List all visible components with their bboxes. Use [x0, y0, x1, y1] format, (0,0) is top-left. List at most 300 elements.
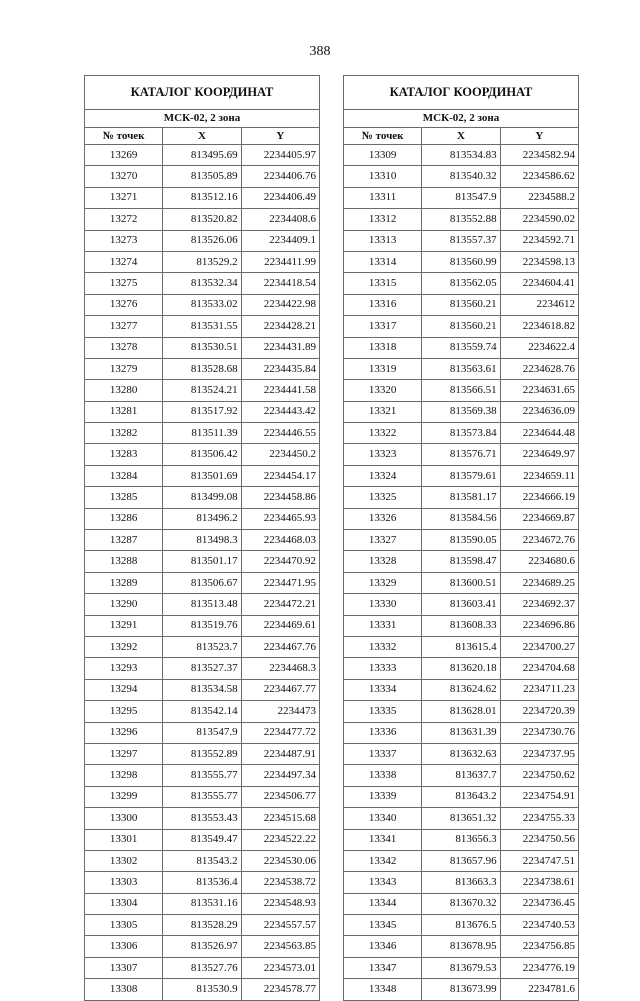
table-row [344, 251, 579, 272]
y-coordinate-cell: 2234737.95 [500, 743, 578, 764]
x-coordinate-cell: 813528.68 [163, 358, 241, 379]
point-number-cell: 13338 [344, 765, 422, 786]
x-coordinate-cell: 813573.84 [422, 423, 500, 444]
x-coordinate-cell: 813496.2 [163, 508, 241, 529]
y-coordinate-cell: 2234422.98 [241, 294, 319, 315]
point-number-cell: 13285 [85, 487, 163, 508]
x-coordinate-cell: 813562.05 [422, 273, 500, 294]
table-row [85, 743, 320, 764]
x-coordinate-cell: 813513.48 [163, 594, 241, 615]
x-coordinate-cell: 813631.39 [422, 722, 500, 743]
y-coordinate-cell: 2234776.19 [500, 957, 578, 978]
table-row [344, 209, 579, 230]
table-row [344, 230, 579, 251]
x-coordinate-cell: 813670.32 [422, 893, 500, 914]
table-row [85, 808, 320, 829]
table-row [344, 615, 579, 636]
y-coordinate-cell: 2234473 [241, 701, 319, 722]
x-coordinate-cell: 813527.76 [163, 957, 241, 978]
x-coordinate-cell: 813534.58 [163, 679, 241, 700]
table-row [344, 636, 579, 657]
x-coordinate-cell: 813526.06 [163, 230, 241, 251]
table-row [85, 872, 320, 893]
table-row [344, 401, 579, 422]
y-coordinate-cell: 2234557.57 [241, 915, 319, 936]
x-coordinate-cell: 813527.37 [163, 658, 241, 679]
x-coordinate-cell: 813531.55 [163, 316, 241, 337]
x-coordinate-cell: 813540.32 [422, 166, 500, 187]
table-row [344, 530, 579, 551]
point-number-cell: 13300 [85, 808, 163, 829]
y-coordinate-cell: 2234704.68 [500, 658, 578, 679]
table-row [85, 145, 320, 166]
point-number-cell: 13314 [344, 251, 422, 272]
x-coordinate-cell: 813552.88 [422, 209, 500, 230]
x-coordinate-cell: 813569.38 [422, 401, 500, 422]
x-coordinate-cell: 813576.71 [422, 444, 500, 465]
y-coordinate-cell: 2234730.76 [500, 722, 578, 743]
point-number-cell: 13303 [85, 872, 163, 893]
y-coordinate-cell: 2234754.91 [500, 786, 578, 807]
table-row [85, 187, 320, 208]
y-coordinate-cell: 2234631.65 [500, 380, 578, 401]
y-coordinate-cell: 2234530.06 [241, 850, 319, 871]
table-row [344, 337, 579, 358]
table-row [344, 872, 579, 893]
point-number-cell: 13312 [344, 209, 422, 230]
y-coordinate-cell: 2234443.42 [241, 401, 319, 422]
y-coordinate-cell: 2234506.77 [241, 786, 319, 807]
y-coordinate-cell: 2234692.37 [500, 594, 578, 615]
point-number-cell: 13306 [85, 936, 163, 957]
table-row [85, 765, 320, 786]
point-number-cell: 13335 [344, 701, 422, 722]
point-number-cell: 13322 [344, 423, 422, 444]
y-coordinate-cell: 2234781.6 [500, 979, 578, 1000]
y-coordinate-cell: 2234750.62 [500, 765, 578, 786]
point-number-cell: 13309 [344, 145, 422, 166]
y-coordinate-cell: 2234446.55 [241, 423, 319, 444]
x-coordinate-cell: 813506.67 [163, 572, 241, 593]
y-coordinate-cell: 2234720.39 [500, 701, 578, 722]
coordinate-catalog-table-right [343, 75, 579, 1001]
x-coordinate-cell: 813505.89 [163, 166, 241, 187]
y-coordinate-cell: 2234454.17 [241, 465, 319, 486]
table-row [85, 166, 320, 187]
point-number-cell: 13345 [344, 915, 422, 936]
x-coordinate-cell: 813632.63 [422, 743, 500, 764]
x-coordinate-cell: 813517.92 [163, 401, 241, 422]
point-number-cell: 13331 [344, 615, 422, 636]
point-number-cell: 13337 [344, 743, 422, 764]
column-header-y: Y [241, 128, 319, 145]
point-number-cell: 13277 [85, 316, 163, 337]
y-coordinate-cell: 2234622.4 [500, 337, 578, 358]
point-number-cell: 13282 [85, 423, 163, 444]
point-number-cell: 13320 [344, 380, 422, 401]
table-row [85, 701, 320, 722]
y-coordinate-cell: 2234487.91 [241, 743, 319, 764]
point-number-cell: 13330 [344, 594, 422, 615]
table-row [344, 658, 579, 679]
x-coordinate-cell: 813526.97 [163, 936, 241, 957]
table-row [344, 765, 579, 786]
point-number-cell: 13308 [85, 979, 163, 1000]
table-row [344, 316, 579, 337]
y-coordinate-cell: 2234618.82 [500, 316, 578, 337]
x-coordinate-cell: 813676.5 [422, 915, 500, 936]
y-coordinate-cell: 2234592.71 [500, 230, 578, 251]
table-row [85, 850, 320, 871]
table-row [344, 166, 579, 187]
y-coordinate-cell: 2234477.72 [241, 722, 319, 743]
point-number-cell: 13318 [344, 337, 422, 358]
y-coordinate-cell: 2234497.34 [241, 765, 319, 786]
x-coordinate-cell: 813512.16 [163, 187, 241, 208]
y-coordinate-cell: 2234696.86 [500, 615, 578, 636]
point-number-cell: 13290 [85, 594, 163, 615]
point-number-cell: 13297 [85, 743, 163, 764]
point-number-cell: 13270 [85, 166, 163, 187]
table-row [85, 337, 320, 358]
y-coordinate-cell: 2234659.11 [500, 465, 578, 486]
point-number-cell: 13346 [344, 936, 422, 957]
table-row [344, 380, 579, 401]
table-row [85, 465, 320, 486]
table-row [85, 273, 320, 294]
point-number-cell: 13344 [344, 893, 422, 914]
table-row [344, 722, 579, 743]
point-number-cell: 13284 [85, 465, 163, 486]
column-header-x: X [163, 128, 241, 145]
y-coordinate-cell: 2234747.51 [500, 850, 578, 871]
catalog-title: КАТАЛОГ КООРДИНАТ [344, 76, 579, 110]
table-row [344, 465, 579, 486]
table-row [85, 936, 320, 957]
x-coordinate-cell: 813608.33 [422, 615, 500, 636]
x-coordinate-cell: 813547.9 [422, 187, 500, 208]
x-coordinate-cell: 813598.47 [422, 551, 500, 572]
y-coordinate-cell: 2234406.76 [241, 166, 319, 187]
y-coordinate-cell: 2234612 [500, 294, 578, 315]
y-coordinate-cell: 2234472.21 [241, 594, 319, 615]
x-coordinate-cell: 813663.3 [422, 872, 500, 893]
x-coordinate-cell: 813555.77 [163, 765, 241, 786]
point-number-cell: 13323 [344, 444, 422, 465]
x-coordinate-cell: 813628.01 [422, 701, 500, 722]
x-coordinate-cell: 813555.77 [163, 786, 241, 807]
x-coordinate-cell: 813523.7 [163, 636, 241, 657]
point-number-cell: 13291 [85, 615, 163, 636]
point-number-cell: 13280 [85, 380, 163, 401]
y-coordinate-cell: 2234590.02 [500, 209, 578, 230]
table-row [344, 979, 579, 1000]
point-number-cell: 13292 [85, 636, 163, 657]
x-coordinate-cell: 813530.9 [163, 979, 241, 1000]
y-coordinate-cell: 2234628.76 [500, 358, 578, 379]
x-coordinate-cell: 813615.4 [422, 636, 500, 657]
y-coordinate-cell: 2234470.92 [241, 551, 319, 572]
x-coordinate-cell: 813498.3 [163, 530, 241, 551]
y-coordinate-cell: 2234450.2 [241, 444, 319, 465]
y-coordinate-cell: 2234467.76 [241, 636, 319, 657]
point-number-cell: 13274 [85, 251, 163, 272]
coordinate-system-zone: МСК-02, 2 зона [85, 110, 320, 128]
y-coordinate-cell: 2234666.19 [500, 487, 578, 508]
point-number-cell: 13324 [344, 465, 422, 486]
table-row [85, 230, 320, 251]
point-number-cell: 13275 [85, 273, 163, 294]
table-row [344, 936, 579, 957]
y-coordinate-cell: 2234468.03 [241, 530, 319, 551]
point-number-cell: 13304 [85, 893, 163, 914]
coordinate-catalog-table-left [84, 75, 320, 1001]
table-row [85, 786, 320, 807]
y-coordinate-cell: 2234538.72 [241, 872, 319, 893]
table-row [344, 423, 579, 444]
table-row [85, 979, 320, 1000]
x-coordinate-cell: 813506.42 [163, 444, 241, 465]
point-number-cell: 13341 [344, 829, 422, 850]
table-row [85, 423, 320, 444]
point-number-cell: 13311 [344, 187, 422, 208]
y-coordinate-cell: 2234582.94 [500, 145, 578, 166]
x-coordinate-cell: 813531.16 [163, 893, 241, 914]
point-number-cell: 13340 [344, 808, 422, 829]
table-row [85, 679, 320, 700]
point-number-cell: 13298 [85, 765, 163, 786]
y-coordinate-cell: 2234604.41 [500, 273, 578, 294]
point-number-cell: 13289 [85, 572, 163, 593]
point-number-cell: 13328 [344, 551, 422, 572]
y-coordinate-cell: 2234428.21 [241, 316, 319, 337]
table-row [344, 594, 579, 615]
x-coordinate-cell: 813560.21 [422, 316, 500, 337]
y-coordinate-cell: 2234441.58 [241, 380, 319, 401]
point-number-cell: 13279 [85, 358, 163, 379]
x-coordinate-cell: 813560.99 [422, 251, 500, 272]
x-coordinate-cell: 813624.62 [422, 679, 500, 700]
point-number-cell: 13327 [344, 530, 422, 551]
y-coordinate-cell: 2234515.68 [241, 808, 319, 829]
point-number-cell: 13295 [85, 701, 163, 722]
table-row [344, 786, 579, 807]
x-coordinate-cell: 813651.32 [422, 808, 500, 829]
table-row [344, 743, 579, 764]
x-coordinate-cell: 813501.17 [163, 551, 241, 572]
point-number-cell: 13286 [85, 508, 163, 529]
table-row [344, 294, 579, 315]
x-coordinate-cell: 813579.61 [422, 465, 500, 486]
x-coordinate-cell: 813536.4 [163, 872, 241, 893]
x-coordinate-cell: 813581.17 [422, 487, 500, 508]
point-number-cell: 13329 [344, 572, 422, 593]
y-coordinate-cell: 2234649.97 [500, 444, 578, 465]
point-number-cell: 13332 [344, 636, 422, 657]
y-coordinate-cell: 2234406.49 [241, 187, 319, 208]
column-header-x: X [422, 128, 500, 145]
y-coordinate-cell: 2234467.77 [241, 679, 319, 700]
point-number-cell: 13272 [85, 209, 163, 230]
x-coordinate-cell: 813678.95 [422, 936, 500, 957]
point-number-cell: 13310 [344, 166, 422, 187]
table-row [344, 187, 579, 208]
x-coordinate-cell: 813563.61 [422, 358, 500, 379]
table-row [85, 251, 320, 272]
column-header-point-number: № точек [85, 128, 163, 145]
y-coordinate-cell: 2234563.85 [241, 936, 319, 957]
table-row [85, 294, 320, 315]
point-number-cell: 13315 [344, 273, 422, 294]
point-number-cell: 13342 [344, 850, 422, 871]
table-row [85, 829, 320, 850]
x-coordinate-cell: 813501.69 [163, 465, 241, 486]
x-coordinate-cell: 813533.02 [163, 294, 241, 315]
point-number-cell: 13278 [85, 337, 163, 358]
y-coordinate-cell: 2234468.3 [241, 658, 319, 679]
x-coordinate-cell: 813553.43 [163, 808, 241, 829]
y-coordinate-cell: 2234689.25 [500, 572, 578, 593]
y-coordinate-cell: 2234755.33 [500, 808, 578, 829]
table-row [344, 508, 579, 529]
point-number-cell: 13294 [85, 679, 163, 700]
point-number-cell: 13343 [344, 872, 422, 893]
y-coordinate-cell: 2234573.01 [241, 957, 319, 978]
x-coordinate-cell: 813643.2 [422, 786, 500, 807]
y-coordinate-cell: 2234598.13 [500, 251, 578, 272]
table-row [344, 808, 579, 829]
y-coordinate-cell: 2234548.93 [241, 893, 319, 914]
y-coordinate-cell: 2234586.62 [500, 166, 578, 187]
coordinate-system-zone: МСК-02, 2 зона [344, 110, 579, 128]
point-number-cell: 13317 [344, 316, 422, 337]
x-coordinate-cell: 813637.7 [422, 765, 500, 786]
y-coordinate-cell: 2234736.45 [500, 893, 578, 914]
x-coordinate-cell: 813552.89 [163, 743, 241, 764]
x-coordinate-cell: 813543.2 [163, 850, 241, 871]
point-number-cell: 13334 [344, 679, 422, 700]
y-coordinate-cell: 2234700.27 [500, 636, 578, 657]
x-coordinate-cell: 813547.9 [163, 722, 241, 743]
table-row [344, 829, 579, 850]
x-coordinate-cell: 813673.99 [422, 979, 500, 1000]
point-number-cell: 13307 [85, 957, 163, 978]
y-coordinate-cell: 2234644.48 [500, 423, 578, 444]
table-row [85, 893, 320, 914]
point-number-cell: 13299 [85, 786, 163, 807]
table-row [85, 380, 320, 401]
point-number-cell: 13347 [344, 957, 422, 978]
column-header-point-number: № точек [344, 128, 422, 145]
x-coordinate-cell: 813542.14 [163, 701, 241, 722]
table-row [85, 209, 320, 230]
y-coordinate-cell: 2234408.6 [241, 209, 319, 230]
table-row [344, 487, 579, 508]
table-row [344, 572, 579, 593]
table-row [85, 658, 320, 679]
x-coordinate-cell: 813603.41 [422, 594, 500, 615]
table-row [344, 679, 579, 700]
x-coordinate-cell: 813679.53 [422, 957, 500, 978]
table-row [344, 957, 579, 978]
y-coordinate-cell: 2234435.84 [241, 358, 319, 379]
y-coordinate-cell: 2234738.61 [500, 872, 578, 893]
point-number-cell: 13296 [85, 722, 163, 743]
table-row [85, 530, 320, 551]
x-coordinate-cell: 813511.39 [163, 423, 241, 444]
table-row [344, 145, 579, 166]
point-number-cell: 13313 [344, 230, 422, 251]
table-row [344, 915, 579, 936]
x-coordinate-cell: 813529.2 [163, 251, 241, 272]
point-number-cell: 13271 [85, 187, 163, 208]
point-number-cell: 13333 [344, 658, 422, 679]
page-number: 388 [309, 44, 331, 59]
table-row [344, 444, 579, 465]
point-number-cell: 13326 [344, 508, 422, 529]
catalog-rows [85, 145, 320, 1001]
x-coordinate-cell: 813534.83 [422, 145, 500, 166]
table-row [85, 636, 320, 657]
y-coordinate-cell: 2234711.23 [500, 679, 578, 700]
table-row [85, 594, 320, 615]
point-number-cell: 13287 [85, 530, 163, 551]
table-row [85, 572, 320, 593]
table-row [85, 957, 320, 978]
table-row [85, 316, 320, 337]
x-coordinate-cell: 813590.05 [422, 530, 500, 551]
y-coordinate-cell: 2234431.89 [241, 337, 319, 358]
x-coordinate-cell: 813499.08 [163, 487, 241, 508]
x-coordinate-cell: 813620.18 [422, 658, 500, 679]
point-number-cell: 13269 [85, 145, 163, 166]
x-coordinate-cell: 813519.76 [163, 615, 241, 636]
point-number-cell: 13325 [344, 487, 422, 508]
table-row [85, 915, 320, 936]
y-coordinate-cell: 2234750.56 [500, 829, 578, 850]
y-coordinate-cell: 2234471.95 [241, 572, 319, 593]
y-coordinate-cell: 2234418.54 [241, 273, 319, 294]
table-row [85, 615, 320, 636]
x-coordinate-cell: 813524.21 [163, 380, 241, 401]
x-coordinate-cell: 813532.34 [163, 273, 241, 294]
point-number-cell: 13281 [85, 401, 163, 422]
y-coordinate-cell: 2234756.85 [500, 936, 578, 957]
point-number-cell: 13348 [344, 979, 422, 1000]
x-coordinate-cell: 813528.29 [163, 915, 241, 936]
x-coordinate-cell: 813560.21 [422, 294, 500, 315]
point-number-cell: 13301 [85, 829, 163, 850]
x-coordinate-cell: 813566.51 [422, 380, 500, 401]
point-number-cell: 13316 [344, 294, 422, 315]
y-coordinate-cell: 2234405.97 [241, 145, 319, 166]
y-coordinate-cell: 2234411.99 [241, 251, 319, 272]
table-row [344, 358, 579, 379]
point-number-cell: 13283 [85, 444, 163, 465]
x-coordinate-cell: 813557.37 [422, 230, 500, 251]
table-row [344, 850, 579, 871]
x-coordinate-cell: 813549.47 [163, 829, 241, 850]
point-number-cell: 13273 [85, 230, 163, 251]
table-row [85, 487, 320, 508]
table-row [85, 444, 320, 465]
point-number-cell: 13302 [85, 850, 163, 871]
point-number-cell: 13305 [85, 915, 163, 936]
table-row [344, 551, 579, 572]
catalog-title: КАТАЛОГ КООРДИНАТ [85, 76, 320, 110]
y-coordinate-cell: 2234578.77 [241, 979, 319, 1000]
y-coordinate-cell: 2234588.2 [500, 187, 578, 208]
